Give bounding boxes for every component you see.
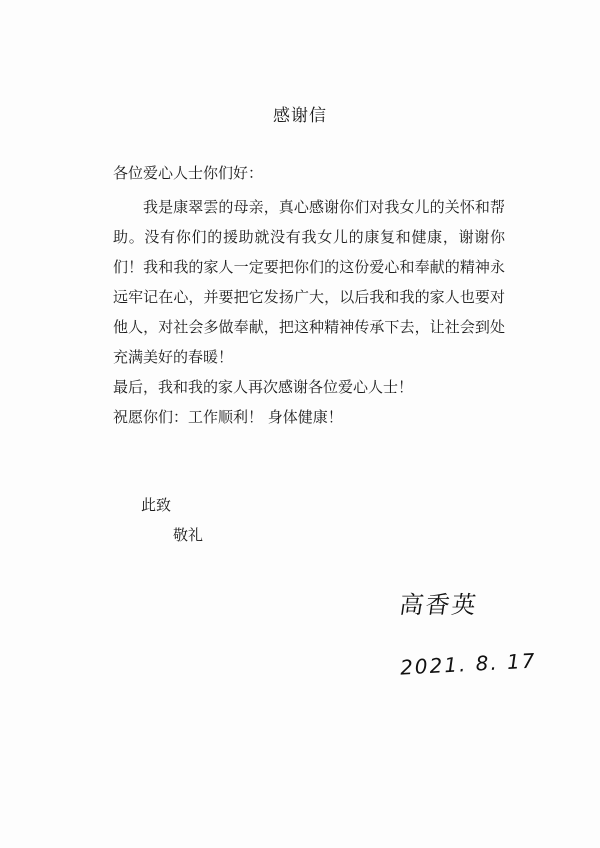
letter-title: 感谢信 xyxy=(273,106,327,126)
letter-body xyxy=(113,192,505,432)
paragraph-wishes: 祝愿你们：工作顺利！ 身体健康！ xyxy=(113,408,343,426)
paragraph-thanks: 最后，我和我的家人再次感谢各位爱心人士！ xyxy=(113,378,414,396)
handwritten-signature: 高香英 xyxy=(397,591,480,619)
handwritten-date: 2021. 8. 17 xyxy=(399,648,538,680)
paragraph-main: 我是康翠雲的母亲，真心感谢你们对我女儿的关怀和帮助。没有你们的援助就没有我女儿的康复和健康，谢谢你们！我和我的家人一定要把你们的这份爱心和奉献的精神永远牢记在心，并要把它发扬广大，以后我和我的家人也要对他人，对社会多做奉献，把这种精神传承下去，让社会到处充满美好的春暖！ xyxy=(113,198,505,366)
closing-jingli: 敬礼 xyxy=(173,526,204,544)
salutation: 各位爱心人士你们好： xyxy=(113,164,264,182)
closing-cizhi: 此致 xyxy=(141,496,172,514)
